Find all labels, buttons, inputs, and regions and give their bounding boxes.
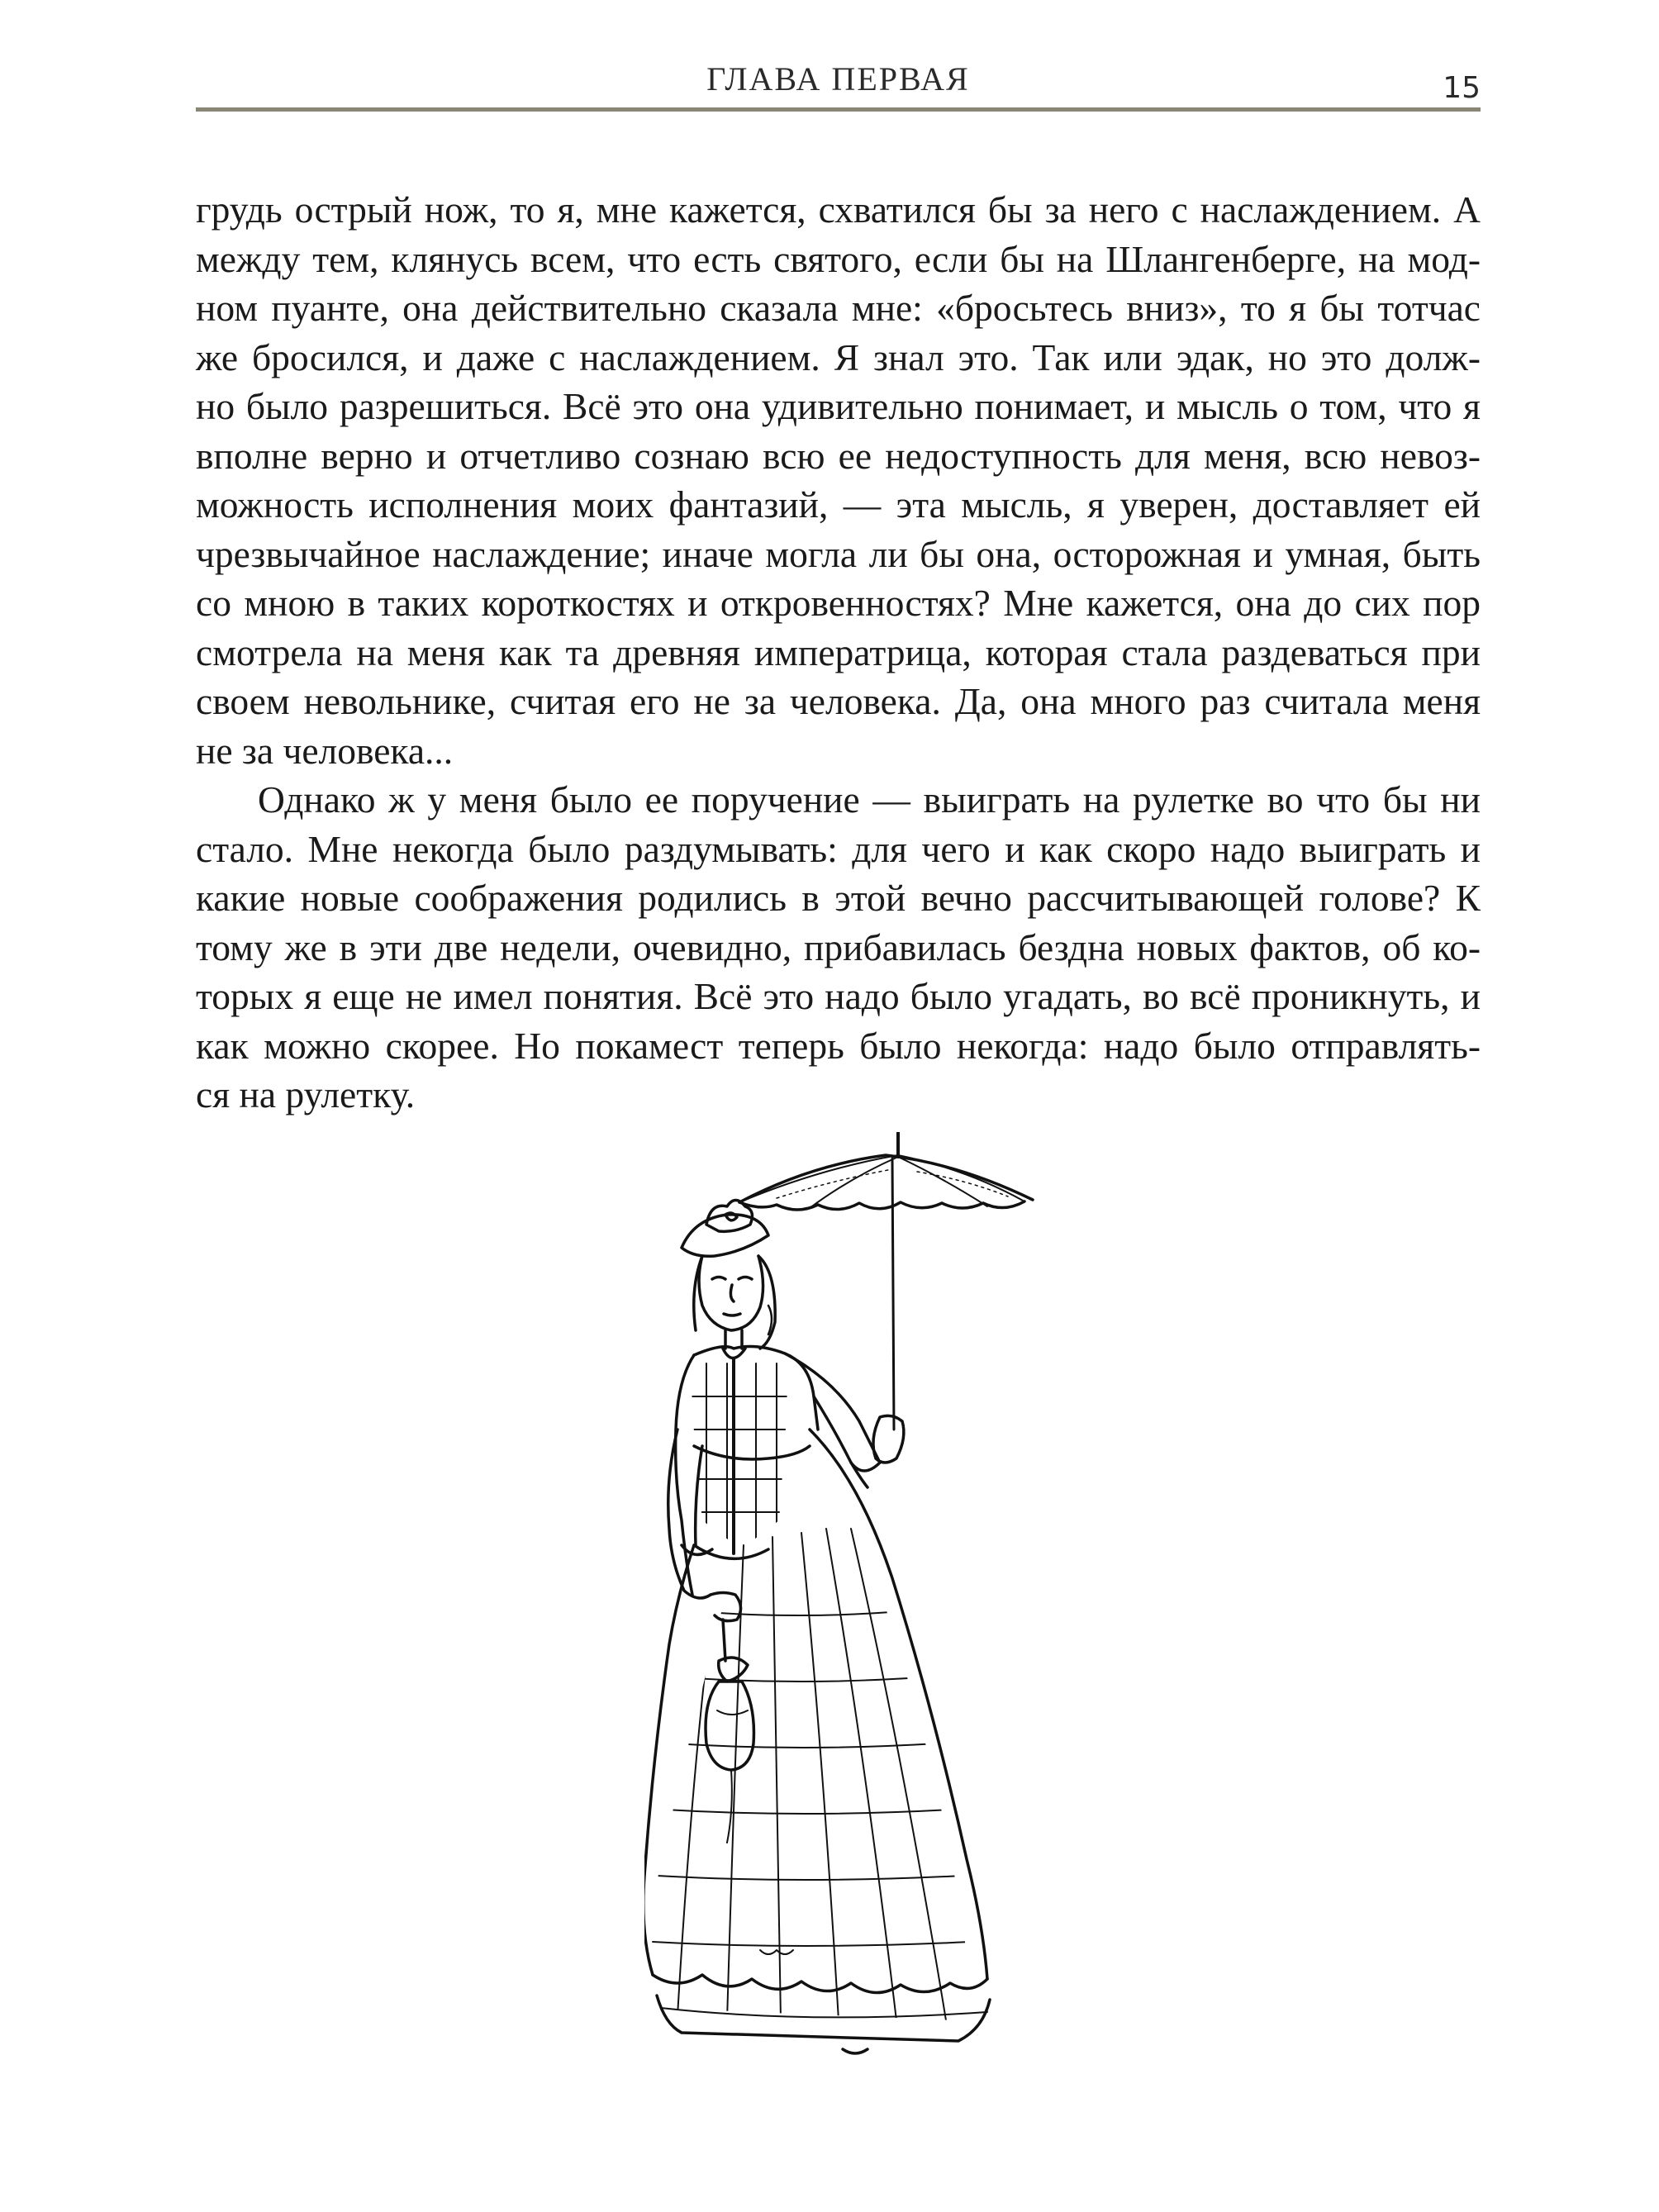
- lady-with-parasol-drawing-icon: [644, 1132, 1041, 2082]
- text-line: со мною в таких короткостях и откровенностях? Мне кажется, она до сих пор: [196, 582, 1481, 624]
- raised-arm-icon: [785, 1353, 904, 1487]
- bodice-icon: [676, 1347, 818, 1595]
- text-line: Однако ж у меня было ее поручение — выиграть на рулетке во что бы ни: [258, 778, 1481, 821]
- hat-icon: [682, 1201, 768, 1257]
- page-header: [196, 48, 1481, 114]
- purse-icon: [706, 1658, 753, 1843]
- text-line: не за человека...: [196, 729, 454, 772]
- head-icon: [694, 1256, 775, 1349]
- text-line: торых я еще не имел понятия. Всё это надо было угадать, во всё проникнуть, и: [196, 975, 1481, 1017]
- text-line: между тем, клянусь всем, что есть святого, если бы на Шлангенберге, на мод-: [196, 237, 1481, 280]
- text-line: ном пуанте, она действительно сказала мне: «бросьтесь вниз», то я бы тотчас: [196, 287, 1481, 329]
- text-line: но было разрешиться. Всё это она удивительно понимает, и мысль о том, что я: [196, 385, 1481, 427]
- text-line: какие новые соображения родились в этой вечно рассчитывающей голове? К: [196, 877, 1481, 919]
- text-line: как можно скорее. Но покамест теперь было некогда: надо было отправлять-: [196, 1024, 1481, 1067]
- text-line: грудь острый нож, то я, мне кажется, схватился бы за него с наслаждением. А: [196, 188, 1481, 231]
- header-rule: [196, 107, 1481, 112]
- running-title: ГЛАВА ПЕРВАЯ: [706, 60, 970, 98]
- text-line: можность исполнения моих фантазий, — эта мысль, я уверен, доставляет ей: [196, 483, 1481, 526]
- body-text: [196, 185, 1481, 1120]
- page-number: 15: [1443, 71, 1481, 105]
- text-line: тому же в эти две недели, очевидно, прибавилась бездна новых фактов, об ко-: [196, 925, 1481, 968]
- parasol-icon: [739, 1132, 1033, 1429]
- paragraph-2: [196, 775, 1481, 1120]
- illustration: [644, 1132, 1041, 2082]
- text-line: своем невольнике, считая его не за человека. Да, она много раз считала меня: [196, 680, 1481, 722]
- text-line: стало. Мне некогда было раздумывать: для чего и как скоро надо выиграть и: [196, 827, 1481, 870]
- text-line: чрезвычайное наслаждение; иначе могла ли бы она, осторожная и умная, быть: [196, 532, 1481, 575]
- paragraph-1: [196, 185, 1481, 775]
- text-line: же бросился, и даже с наслаждением. Я знал это. Так или эдак, но это долж-: [196, 335, 1481, 378]
- text-line: смотрела на меня как та древняя императрица, которая стала раздеваться при: [196, 630, 1481, 673]
- text-line: вполне верно и отчетливо сознаю всю ее недоступность для меня, всю невоз-: [196, 434, 1481, 477]
- text-line: ся на рулетку.: [196, 1073, 416, 1116]
- lowered-arm-icon: [668, 1429, 741, 1661]
